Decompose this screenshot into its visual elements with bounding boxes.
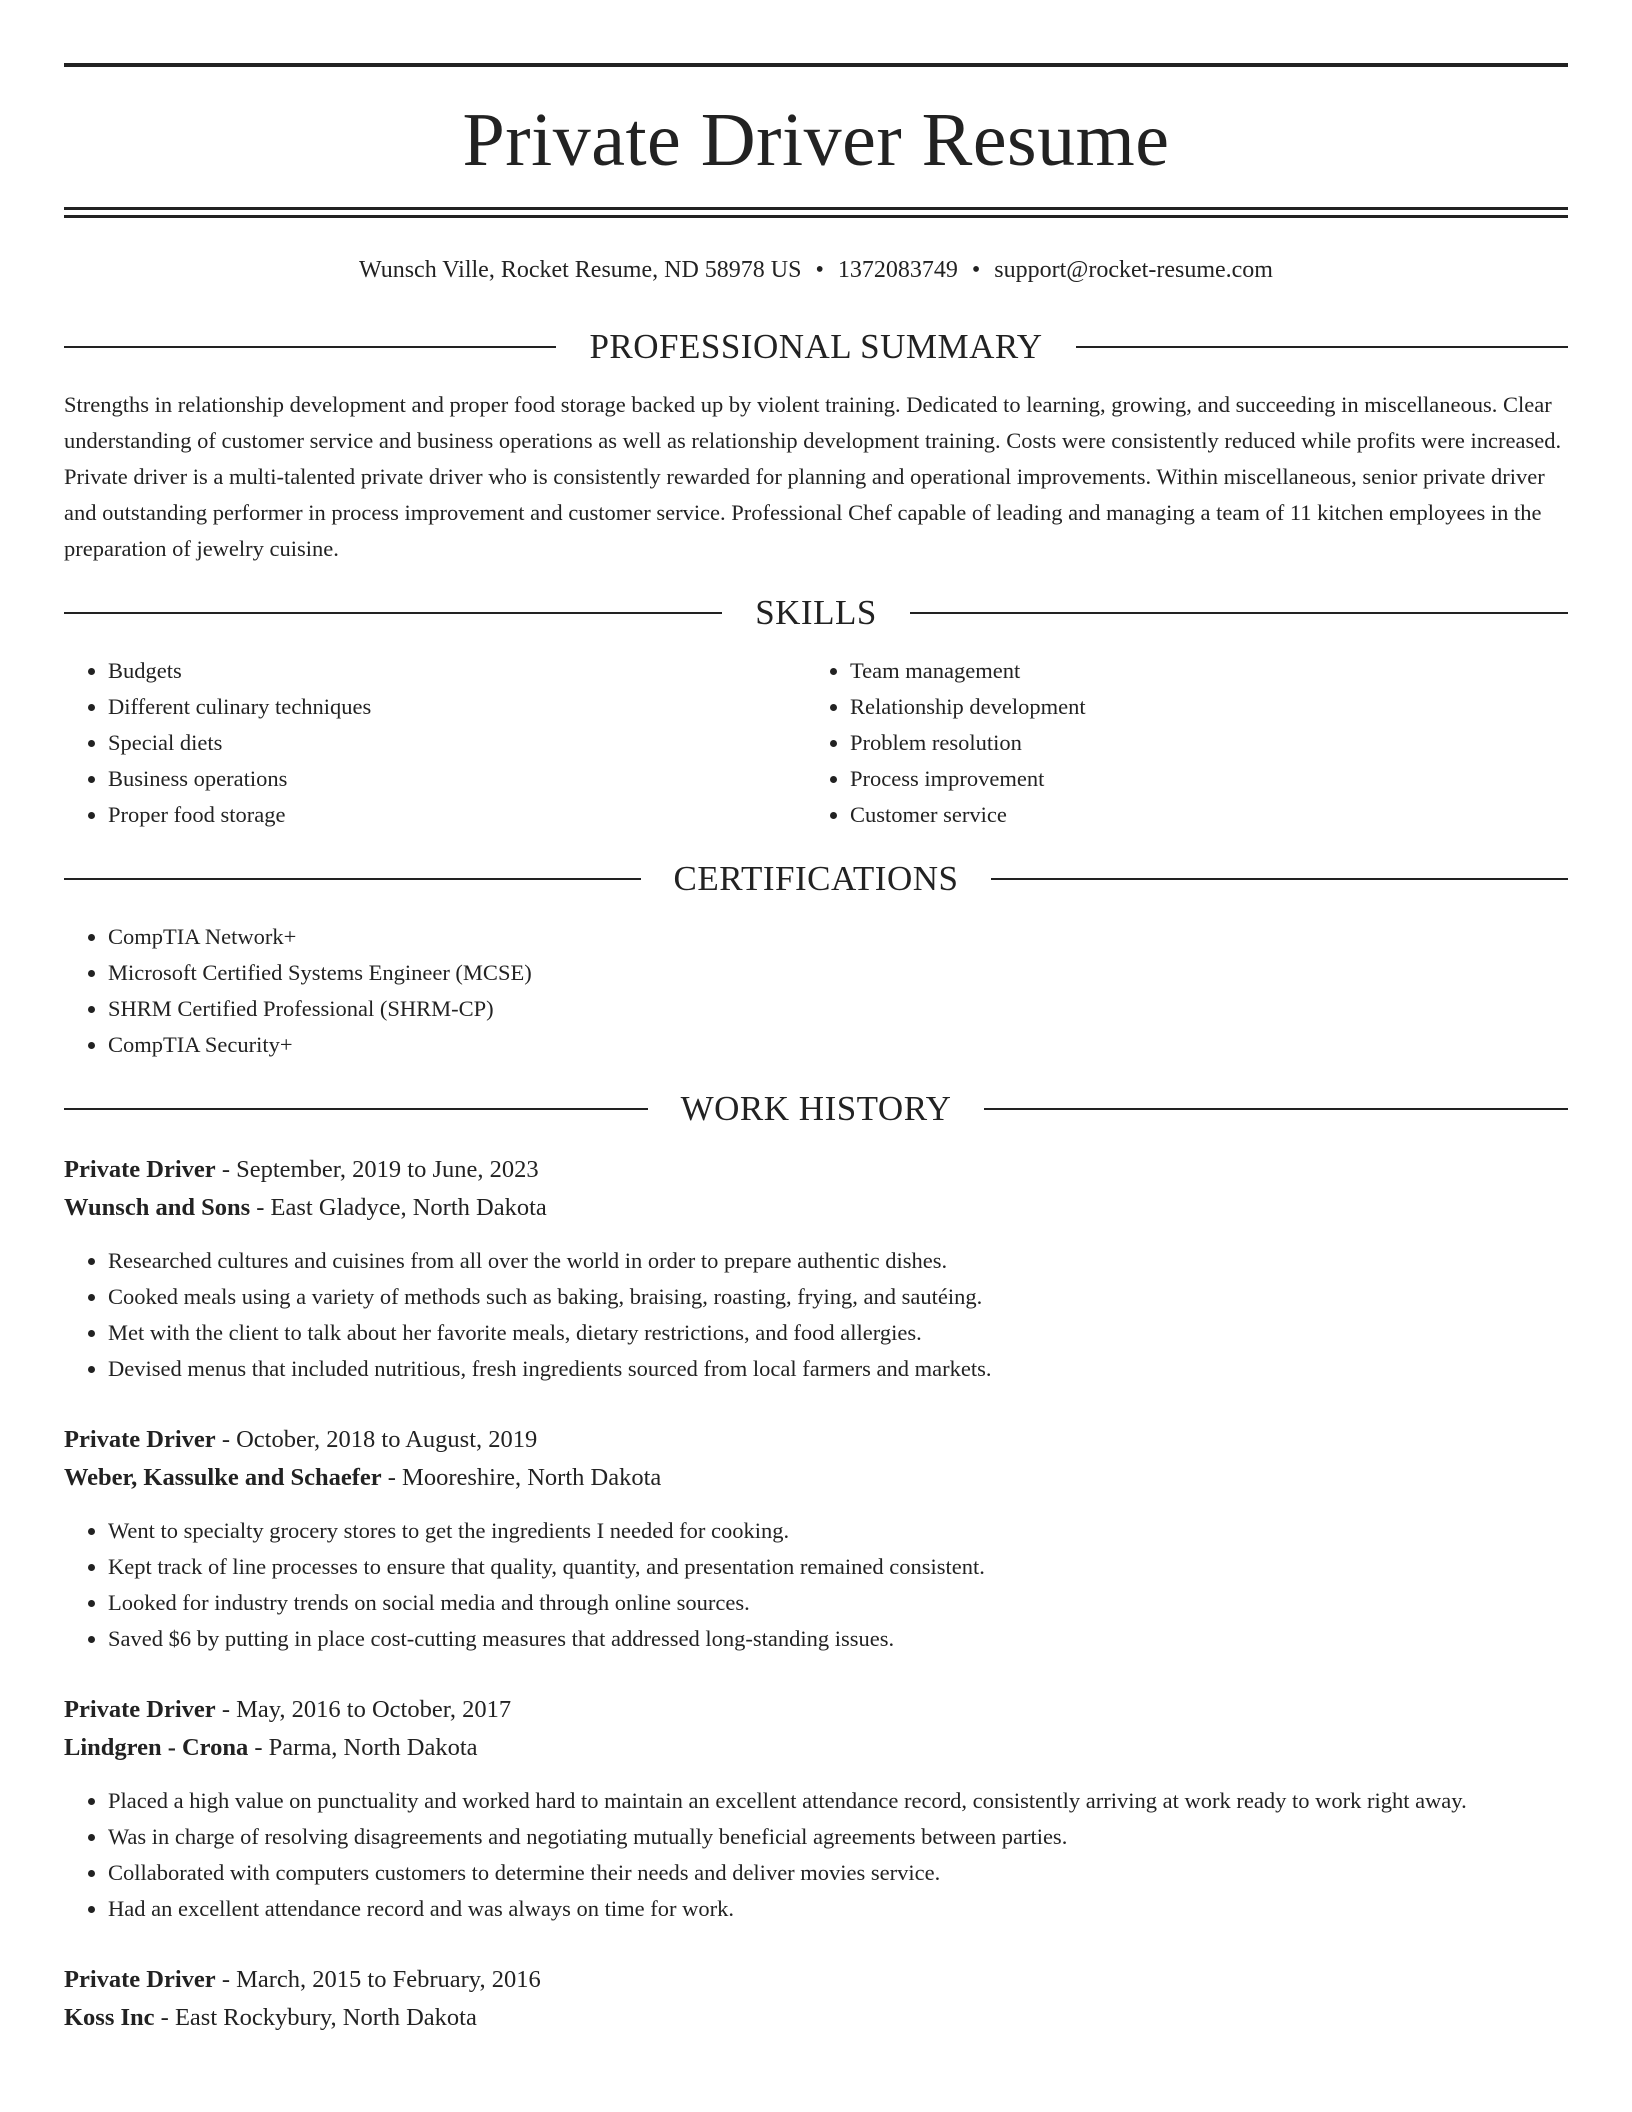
job-title-line [64,1421,1568,1459]
list-item: • CompTIA Security+ [108,1027,1568,1063]
job-company: Koss Inc [64,2004,155,2031]
list-item: • Went to specialty grocery stores to get the ingredients I needed for cooking. [108,1513,1568,1549]
job-company: Lindgren - Crona [64,1734,249,1761]
skills-right-list [806,653,1548,833]
job-entry [64,1421,1568,1657]
heading-rule-right [984,1108,1568,1110]
work-history-list [64,1151,1568,2037]
job-duties-list [64,1783,1568,1927]
skills-list [64,653,1568,833]
heading-rule-left [64,878,641,880]
title-double-rule [64,207,1568,218]
cert-items [64,919,1568,1063]
list-item: • Customer service [850,797,1548,833]
list-item: • Microsoft Certified Systems Engineer (MCSE) [108,955,1568,991]
contact-separator: • [971,257,981,283]
list-item: • Saved $6 by putting in place cost-cutting measures that addressed long-standing issues. [108,1621,1568,1657]
skills-left-list [64,653,806,833]
job-location: - East Rockybury, North Dakota [154,2004,477,2031]
job-duties-list [64,1513,1568,1657]
job-entry [64,1151,1568,1387]
heading-rule-left [64,346,556,348]
list-item: • Process improvement [850,761,1548,797]
list-item: • Different culinary techniques [108,689,806,725]
list-item: • CompTIA Network+ [108,919,1568,955]
list-item: • Researched cultures and cuisines from all over the world in order to prepare authentic dishes. [108,1243,1568,1279]
job-title-line [64,1961,1568,1999]
job-location: - Mooreshire, North Dakota [381,1464,662,1491]
job-company-line [64,1189,1568,1227]
skills-column-left [64,653,806,833]
list-item: • Proper food storage [108,797,806,833]
job-role: Private Driver [64,1966,216,1993]
job-company-line [64,1459,1568,1497]
section-heading-certifications [64,859,1568,899]
job-company: Wunsch and Sons [64,1194,251,1221]
section-heading-skills [64,593,1568,633]
job-entry [64,1691,1568,1927]
section-heading-summary [64,327,1568,367]
job-company-line [64,1729,1568,1767]
list-item: • Placed a high value on punctuality and worked hard to maintain an excellent attendance record, consistently arriving at work ready to work right away. [108,1783,1568,1819]
resume-page [64,0,1568,2037]
list-item: • Had an excellent attendance record and was always on time for work. [108,1891,1568,1927]
job-role: Private Driver [64,1696,216,1723]
list-item: • Problem resolution [850,725,1548,761]
job-dates: - March, 2015 to February, 2016 [215,1966,541,1993]
skills-column-right [806,653,1548,833]
job-location: - East Gladyce, North Dakota [250,1194,547,1221]
certifications-list [64,919,1568,1063]
heading-rule-right [1076,346,1568,348]
list-item: • Relationship development [850,689,1548,725]
contact-email: support@rocket-resume.com [994,257,1273,283]
section-title: SKILLS [755,593,877,632]
job-company-line [64,1999,1568,2037]
list-item: • Devised menus that included nutritious, fresh ingredients sourced from local farmers and markets. [108,1351,1568,1387]
list-item: • Special diets [108,725,806,761]
list-item: • Was in charge of resolving disagreements and negotiating mutually beneficial agreements between parties. [108,1819,1568,1855]
list-item: • Business operations [108,761,806,797]
job-role: Private Driver [64,1426,216,1453]
contact-phone: 1372083749 [837,257,958,283]
list-item: • Team management [850,653,1548,689]
section-title: CERTIFICATIONS [673,859,959,898]
heading-rule-left [64,612,722,614]
job-company: Weber, Kassulke and Schaefer [64,1464,382,1491]
heading-rule-left [64,1108,648,1110]
job-dates: - May, 2016 to October, 2017 [215,1696,512,1723]
job-title-line [64,1691,1568,1729]
job-title-line [64,1151,1568,1189]
contact-separator: • [815,257,824,283]
heading-rule-right [910,612,1568,614]
job-location: - Parma, North Dakota [248,1734,478,1761]
list-item: • Cooked meals using a variety of methods such as baking, braising, roasting, frying, and sautéing. [108,1279,1568,1315]
section-heading-work-history [64,1089,1568,1129]
job-duties-list [64,1243,1568,1387]
list-item: • SHRM Certified Professional (SHRM-CP) [108,991,1568,1027]
top-rule [64,63,1568,67]
job-entry [64,1961,1568,2037]
list-item: • Budgets [108,653,806,689]
contact-address: Wunsch Ville, Rocket Resume, ND 58978 US [359,257,802,283]
resume-title: Private Driver Resume [462,98,1170,182]
job-dates: - September, 2019 to June, 2023 [215,1156,539,1183]
summary-text: Strengths in relationship development and proper food storage backed up by violent training. Dedicated to learning, growing, and succeeding in miscellaneous. Clear understanding of customer service and business operations as well as relationship development training. Costs were consistently reduced while profits were increased. Private driver is a multi-talented private driver who is consistently rewarded for planning and operational improvements. Within miscellaneous, senior private driver and outstanding performer in process improvement and customer service. Professional Chef capable of leading and managing a team of 11 kitchen employees in the preparation of jewelry cuisine. [64,392,1562,561]
list-item: • Kept track of line processes to ensure that quality, quantity, and presentation remained consistent. [108,1549,1568,1585]
list-item: • Collaborated with computers customers to determine their needs and deliver movies service. [108,1855,1568,1891]
job-role: Private Driver [64,1156,216,1183]
contact-line [64,254,1568,286]
section-title: WORK HISTORY [680,1089,952,1128]
list-item: • Met with the client to talk about her favorite meals, dietary restrictions, and food allergies. [108,1315,1568,1351]
job-dates: - October, 2018 to August, 2019 [215,1426,538,1453]
list-item: • Looked for industry trends on social media and through online sources. [108,1585,1568,1621]
heading-rule-right [991,878,1568,880]
section-title: PROFESSIONAL SUMMARY [589,327,1043,366]
